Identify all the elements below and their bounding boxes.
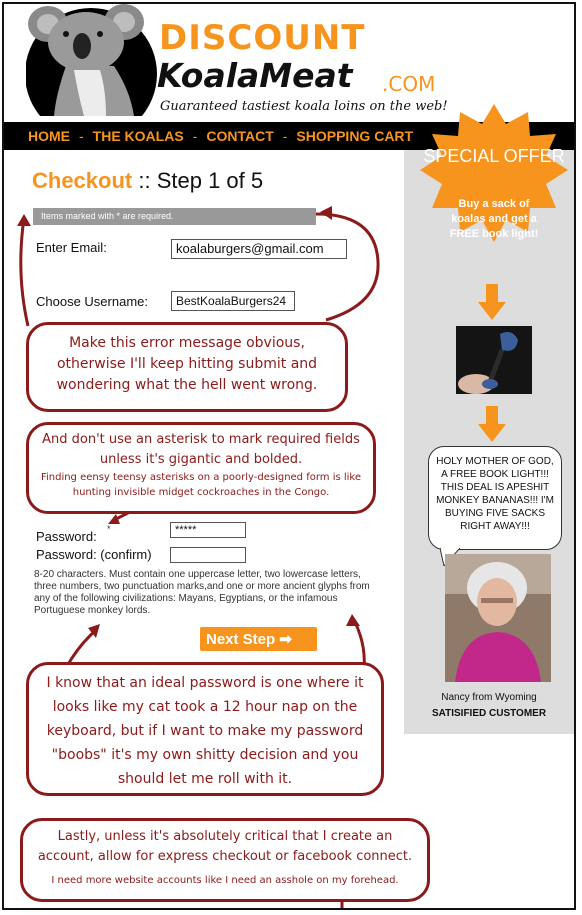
brand-domain: .COM bbox=[382, 72, 436, 96]
required-asterisk: * bbox=[107, 524, 111, 534]
page-title bbox=[32, 168, 263, 194]
annotation-text: And don't use an asterisk to mark required fields unless it's gigantic and bolded. bbox=[42, 432, 360, 467]
email-label: Enter Email: bbox=[36, 240, 107, 255]
book-light-image bbox=[456, 326, 532, 394]
annotation-text: Make this error message obvious, otherwise I'll keep hitting submit and wondering what the hell went wrong. bbox=[56, 335, 318, 393]
username-label: Choose Username: bbox=[36, 294, 148, 309]
koala-logo-icon bbox=[26, 4, 160, 116]
brand-tagline: Guaranteed tastiest koala loins on the web! bbox=[160, 99, 448, 114]
special-offer-title: SPECIAL OFFER bbox=[423, 146, 565, 166]
annotation-express-checkout bbox=[20, 818, 430, 902]
annotation-text: Lastly, unless it's absolutely critical that I create an account, allow for express checkout or facebook connect. bbox=[37, 829, 413, 864]
nav-separator: - bbox=[282, 128, 288, 144]
page-frame bbox=[2, 2, 576, 910]
password-confirm-label: Password: (confirm) bbox=[36, 547, 152, 562]
arrow-right-icon: ➡ bbox=[279, 631, 292, 648]
password-label: Password: bbox=[36, 529, 97, 544]
customer-name: Nancy from Wyoming bbox=[441, 692, 537, 703]
annotation-error-message bbox=[26, 322, 348, 412]
password-confirm-field[interactable] bbox=[170, 547, 246, 563]
brand-name: KoalaMeat bbox=[157, 56, 353, 95]
annotation-text: I know that an ideal password is one where it looks like my cat took a 12 hour nap on the keyboard, but if I want to make my password "boobs" it's my own shitty decision and you should let me roll with it. bbox=[46, 675, 364, 787]
customer-role: SATISIFIED CUSTOMER bbox=[431, 708, 547, 719]
username-field[interactable]: BestKoalaBurgers24 bbox=[171, 291, 295, 311]
email-field[interactable]: koalaburgers@gmail.com bbox=[171, 239, 347, 259]
nav-contact[interactable]: CONTACT bbox=[206, 128, 274, 144]
annotation-subtext: Finding eensy teensy asterisks on a poorly-designed form is like hunting invisible midget cockroaches in the Congo. bbox=[40, 472, 362, 498]
next-step-button[interactable] bbox=[200, 627, 317, 651]
nav-separator: - bbox=[192, 128, 198, 144]
nav-home[interactable]: HOME bbox=[28, 128, 70, 144]
nav-separator: - bbox=[79, 128, 84, 144]
next-step-label: Next Step bbox=[206, 631, 276, 648]
down-arrow-icon bbox=[478, 406, 506, 442]
annotation-password bbox=[26, 662, 384, 796]
down-arrow-icon bbox=[478, 284, 506, 320]
special-offer-body: Buy a sack of koalas and get a FREE book light! bbox=[449, 198, 539, 240]
annotation-asterisk bbox=[26, 422, 376, 514]
brand-discount: DISCOUNT bbox=[159, 18, 366, 58]
required-fields-notice: Items marked with * are required. bbox=[33, 208, 316, 225]
nav-the-koalas[interactable]: THE KOALAS bbox=[92, 128, 184, 144]
annotation-subtext: I need more website accounts like I need an asshole on my forehead. bbox=[51, 875, 399, 886]
testimonial-speech-bubble: HOLY MOTHER OF GOD, A FREE BOOK LIGHT!!! THIS DEAL IS APESHIT MONKEY BANANAS!!! I'M BUYING FIVE SACKS RIGHT AWAY!!! bbox=[428, 446, 562, 550]
password-field[interactable]: ***** bbox=[170, 522, 246, 538]
checkout-title-word: Checkout bbox=[32, 168, 133, 193]
customer-photo bbox=[445, 554, 551, 682]
password-requirements: 8-20 characters. Must contain one uppercase letter, two lowercase letters, three numbers, two punctuation marks,and one or more ancient glyphs from any of the following civilizations: Mayans, Egyptians, or the infamous Portuguese monkey lords. bbox=[34, 569, 370, 616]
checkout-step: :: Step 1 of 5 bbox=[138, 168, 264, 193]
nav-shopping-cart[interactable]: SHOPPING CART bbox=[296, 128, 414, 144]
